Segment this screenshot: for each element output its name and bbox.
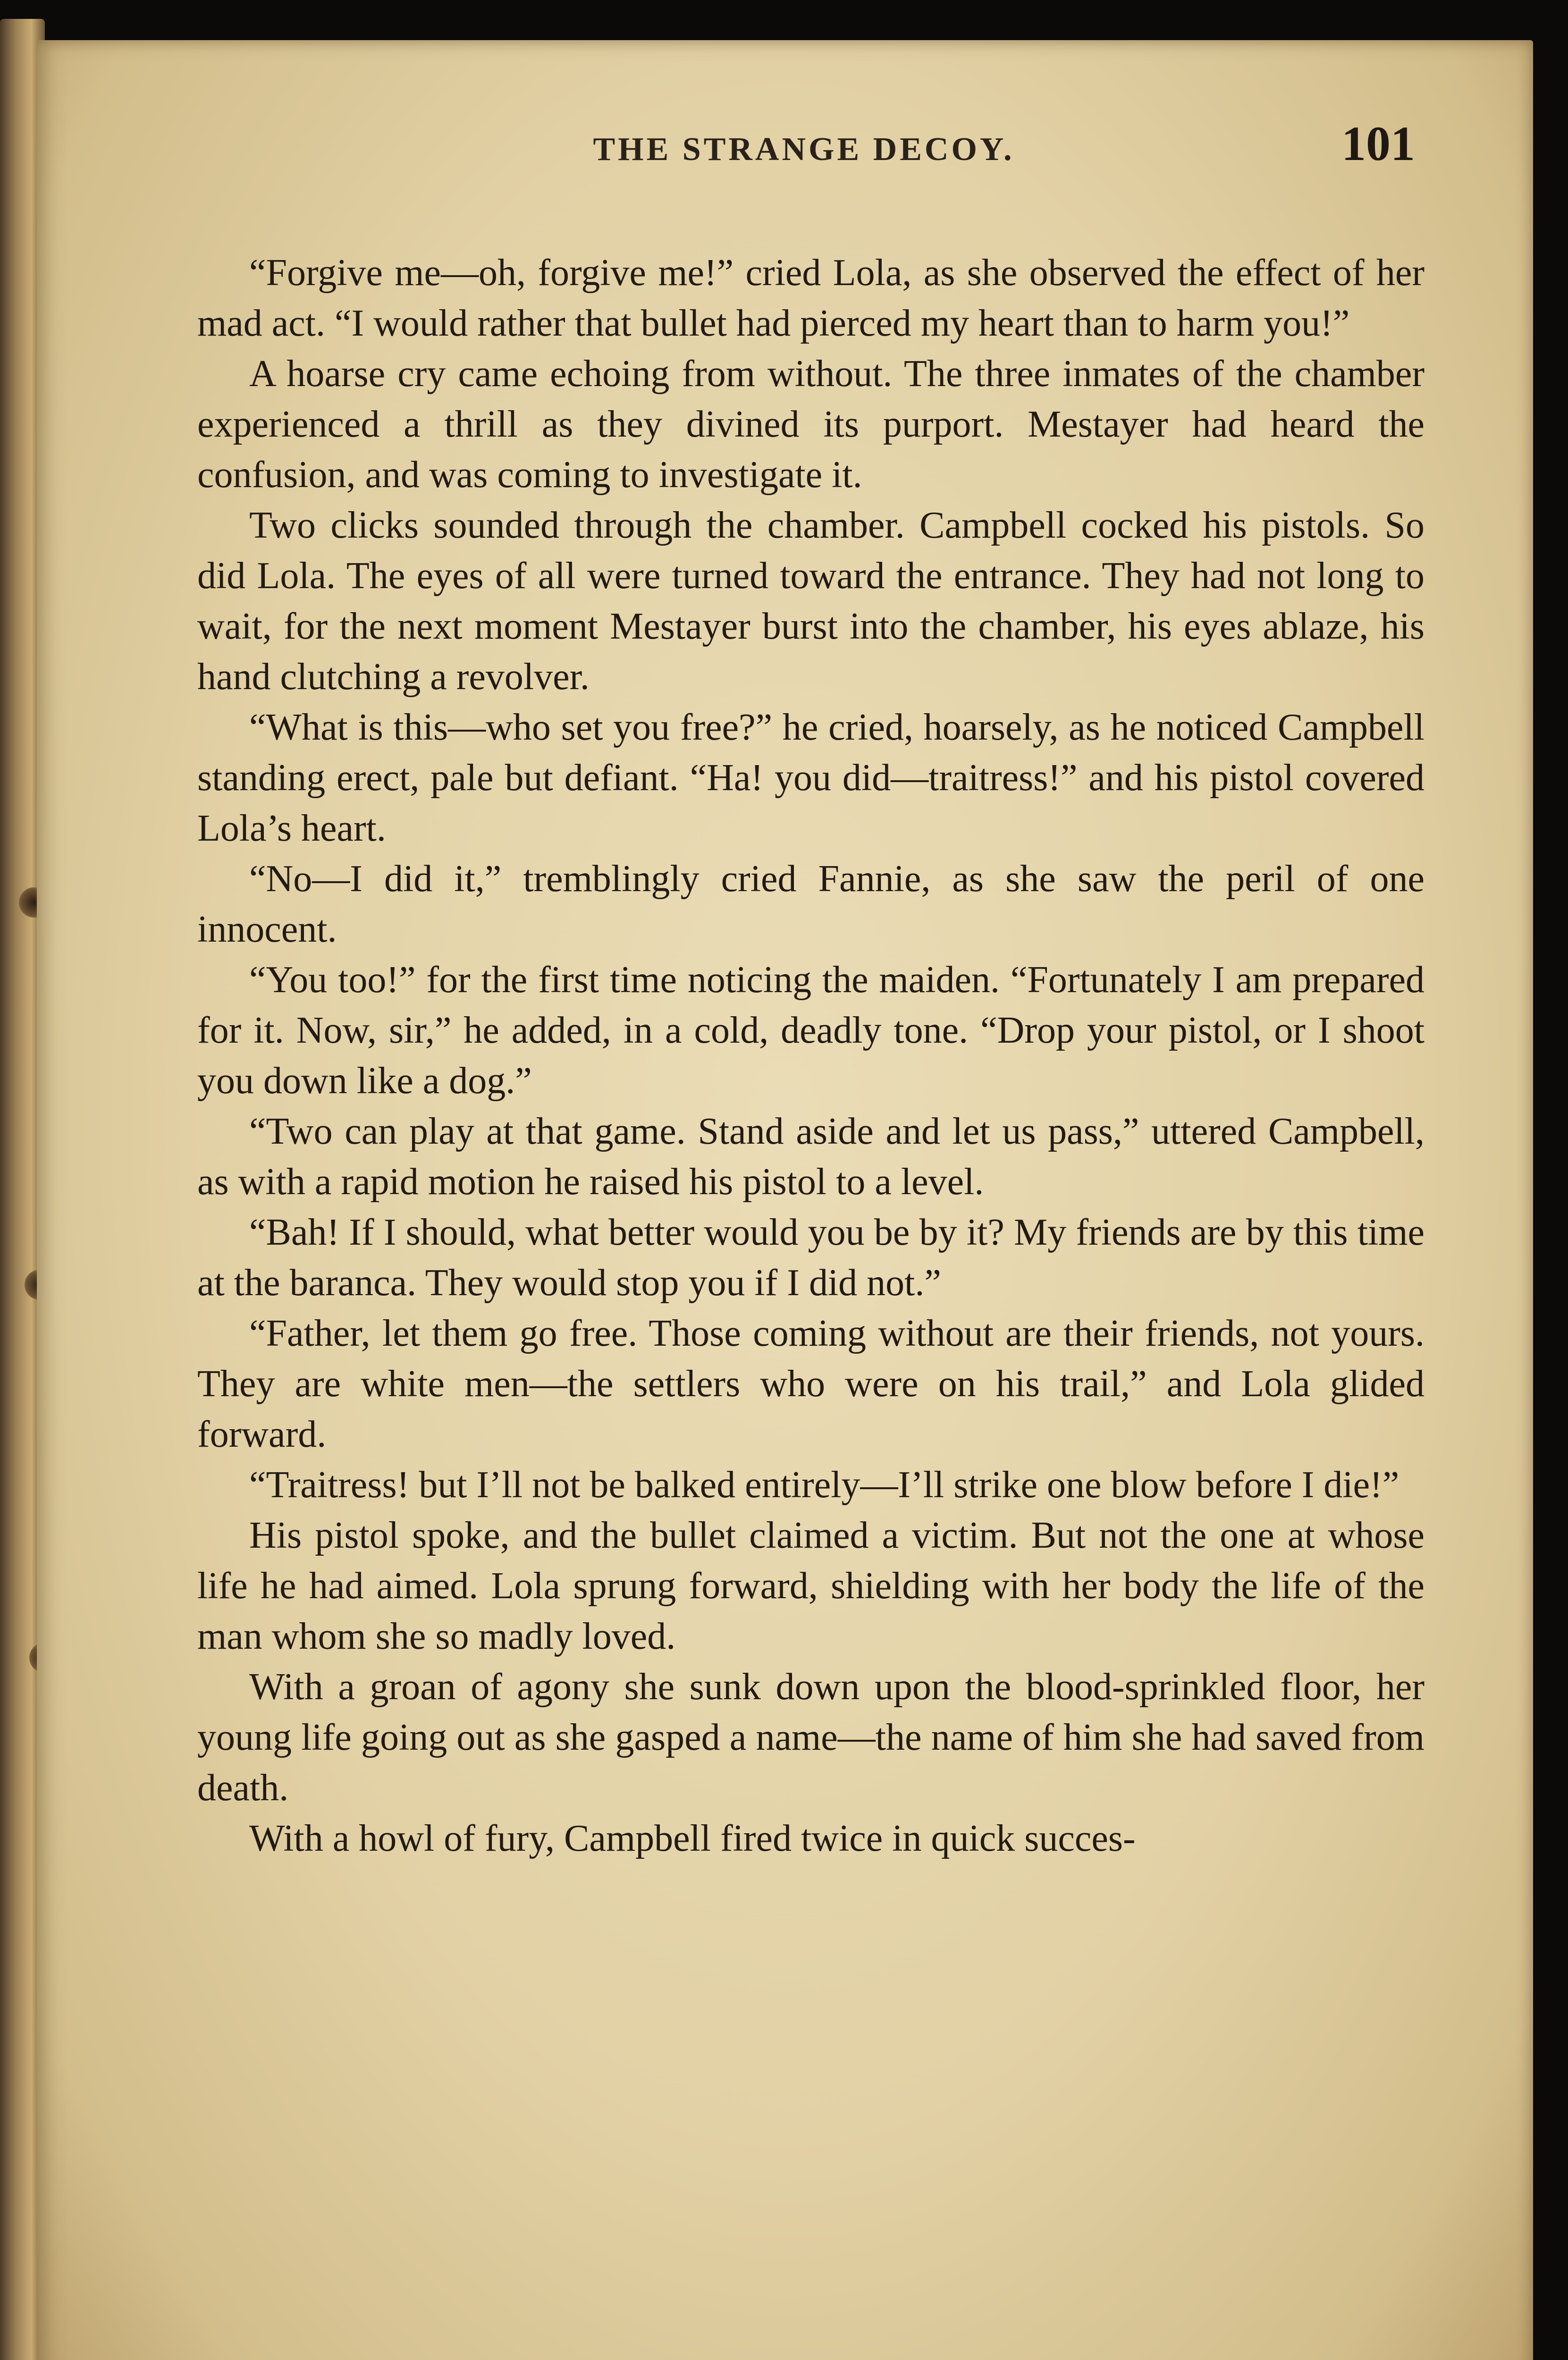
page-number: 101: [1341, 117, 1415, 171]
running-head: [193, 116, 1415, 177]
book-page: [37, 40, 1533, 2360]
paragraph: Two clicks sounded through the chamber. Campbell cocked his pistols. So did Lola. The eyes of all were turned toward the entrance. They had not long to wait, for the next moment Mestayer burst into the chamber, his eyes ablaze, his hand clutching a revolver.: [197, 505, 1425, 698]
paragraph: With a groan of agony she sunk down upon the blood-sprinkled floor, her young life going out as she gasped a name—the name of him she had saved from death.: [197, 1666, 1425, 1809]
paragraph: “Father, let them go free. Those coming without are their friends, not yours. They are white men—the settlers who were on his trail,” and Lola glided forward.: [197, 1313, 1425, 1455]
paragraph: “No—I did it,” tremblingly cried Fannie, as she saw the peril of one innocent.: [197, 858, 1425, 950]
paragraph: “Bah! If I should, what better would you be by it? My friends are by this time at the baranca. They would stop you if I did not.”: [197, 1212, 1425, 1304]
paragraph: His pistol spoke, and the bullet claimed a victim. But not the one at whose life he had aimed. Lola sprung forward, shielding with her body the life of the man whom she so madly loved.: [197, 1515, 1425, 1657]
paragraph: “Traitress! but I’ll not be balked entirely—I’ll strike one blow before I die!”: [249, 1464, 1399, 1506]
paragraph: With a howl of fury, Campbell fired twice in quick succes-: [249, 1818, 1136, 1859]
paragraph: “What is this—who set you free?” he cried, hoarsely, as he noticed Campbell standing erect, pale but defiant. “Ha! you did—traitress!” and his pistol covered Lola’s heart.: [197, 707, 1425, 849]
paragraph: “You too!” for the first time noticing the maiden. “Fortunately I am prepared for it. Now, sir,” he added, in a cold, deadly tone. “Drop your pistol, or I shoot you down like a dog.”: [197, 959, 1425, 1102]
paragraph: “Forgive me—oh, forgive me!” cried Lola, as she observed the effect of her mad act. “I would rather that bullet had pierced my heart than to harm you!”: [197, 252, 1425, 344]
paragraph: A hoarse cry came echoing from without. The three inmates of the chamber experienced a thrill as they divined its purport. Mestayer had heard the confusion, and was coming to investigate it.: [197, 353, 1425, 496]
running-title: THE STRANGE DECOY.: [593, 131, 1015, 168]
paragraph: “Two can play at that game. Stand aside and let us pass,” uttered Campbell, as with a rapid motion he raised his pistol to a level.: [197, 1111, 1425, 1203]
body-text: [197, 248, 1425, 1864]
